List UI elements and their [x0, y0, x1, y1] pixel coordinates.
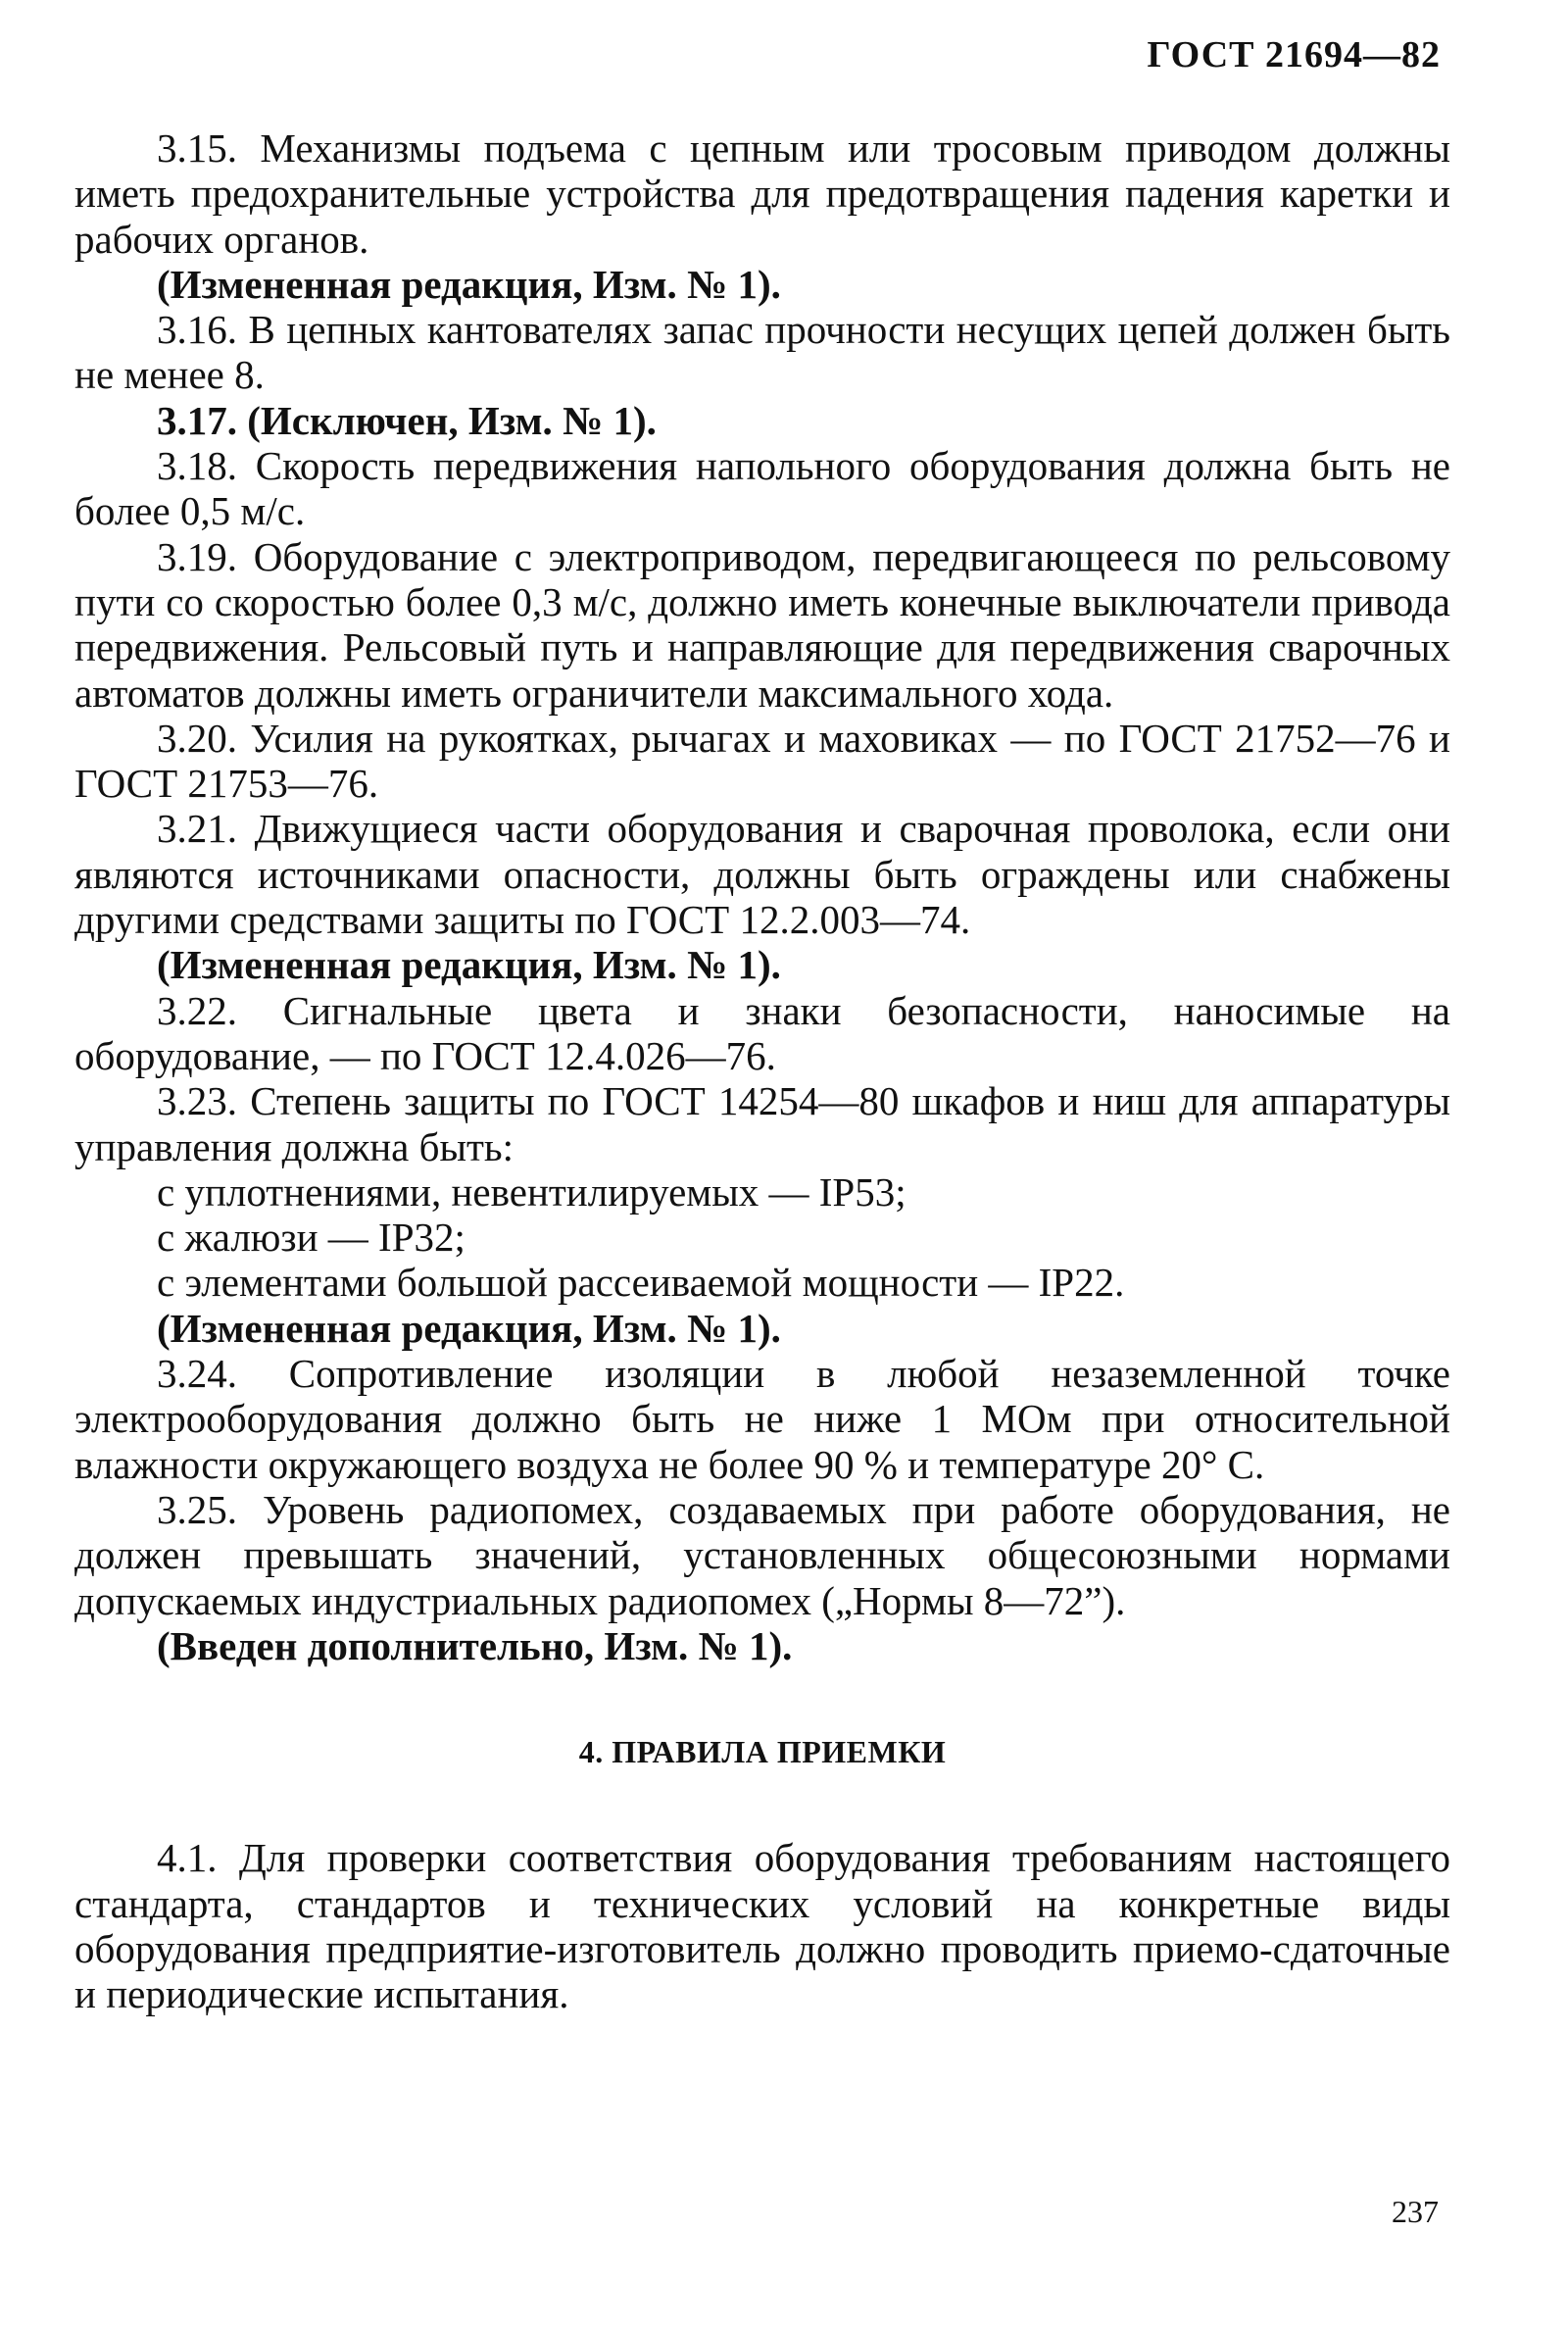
- amendment-note: (Измененная редакция, Изм. № 1).: [157, 261, 781, 307]
- paragraph-3-25: 3.25. Уровень радиопомех, создаваемых при работе оборудования, не должен превышать значений, установленных общесоюзными нормами допускаемых индустриальных радиопомех („Нормы 8—72”).: [74, 1486, 1450, 1623]
- amendment-note: (Измененная редакция, Изм. № 1).: [157, 942, 781, 988]
- paragraph-3-20: 3.20. Усилия на рукоятках, рычагах и маховиках — по ГОСТ 21752—76 и ГОСТ 21753—76.: [74, 715, 1450, 807]
- amendment-note: (Измененная редакция, Изм. № 1).: [157, 1305, 781, 1351]
- section-heading: 4. ПРАВИЛА ПРИЕМКИ: [578, 1734, 947, 1770]
- paragraph-3-18: 3.18. Скорость передвижения напольного оборудования должна быть не более 0,5 м/с.: [74, 443, 1450, 534]
- addition-note: (Введен дополнительно, Изм. № 1).: [157, 1622, 793, 1668]
- list-item: с уплотнениями, невентилируемых — IP53;: [157, 1168, 906, 1215]
- paragraph-3-19: 3.19. Оборудование с электроприводом, передвигающееся по рельсовому пути со скоростью более 0,3 м/с, должно иметь конечные выключатели привода передвижения. Рельсовый путь и направляющие для передвижения сварочных автоматов должны иметь ограничители максимального хода.: [74, 533, 1450, 716]
- document-body: [74, 125, 1450, 2017]
- paragraph-3-21: 3.21. Движущиеся части оборудования и сварочная проволока, если они являются источниками опасности, должны быть ограждены или снабжены другими средствами защиты по ГОСТ 12.2.003—74.: [74, 806, 1450, 943]
- standard-code-header: ГОСТ 21694—82: [1147, 34, 1441, 75]
- paragraph-3-22: 3.22. Сигнальные цвета и знаки безопасности, наносимые на оборудование, — по ГОСТ 12.4.026—76.: [74, 987, 1450, 1078]
- list-item: с элементами большой рассеиваемой мощности — IP22.: [157, 1260, 1125, 1306]
- paragraph-3-15: 3.15. Механизмы подъема с цепным или тросовым приводом должны иметь предохранительные устройства для предотвращения падения каретки и рабочих органов.: [74, 125, 1450, 262]
- paragraph-3-17-excluded: 3.17. (Исключен, Изм. № 1).: [157, 397, 657, 443]
- list-item: с жалюзи — IP32;: [157, 1215, 466, 1261]
- page-number: 237: [1392, 2194, 1439, 2229]
- paragraph-4-1: 4.1. Для проверки соответствия оборудования требованиям настоящего стандарта, стандартов и технических условий на конкретные виды оборудования предприятие-изготовитель должно проводить приемо-сдаточные и периодические испытания.: [74, 1835, 1450, 2017]
- paragraph-3-16: 3.16. В цепных кантователях запас прочности несущих цепей должен быть не менее 8.: [74, 307, 1450, 398]
- paragraph-3-24: 3.24. Сопротивление изоляции в любой незаземленной точке электрооборудования должно быть не ниже 1 МОм при относительной влажности окружающего воздуха не более 90 % и температуре 20° С.: [74, 1351, 1450, 1487]
- paragraph-3-23: 3.23. Степень защиты по ГОСТ 14254—80 шкафов и ниш для аппаратуры управления должна быть:: [74, 1078, 1450, 1169]
